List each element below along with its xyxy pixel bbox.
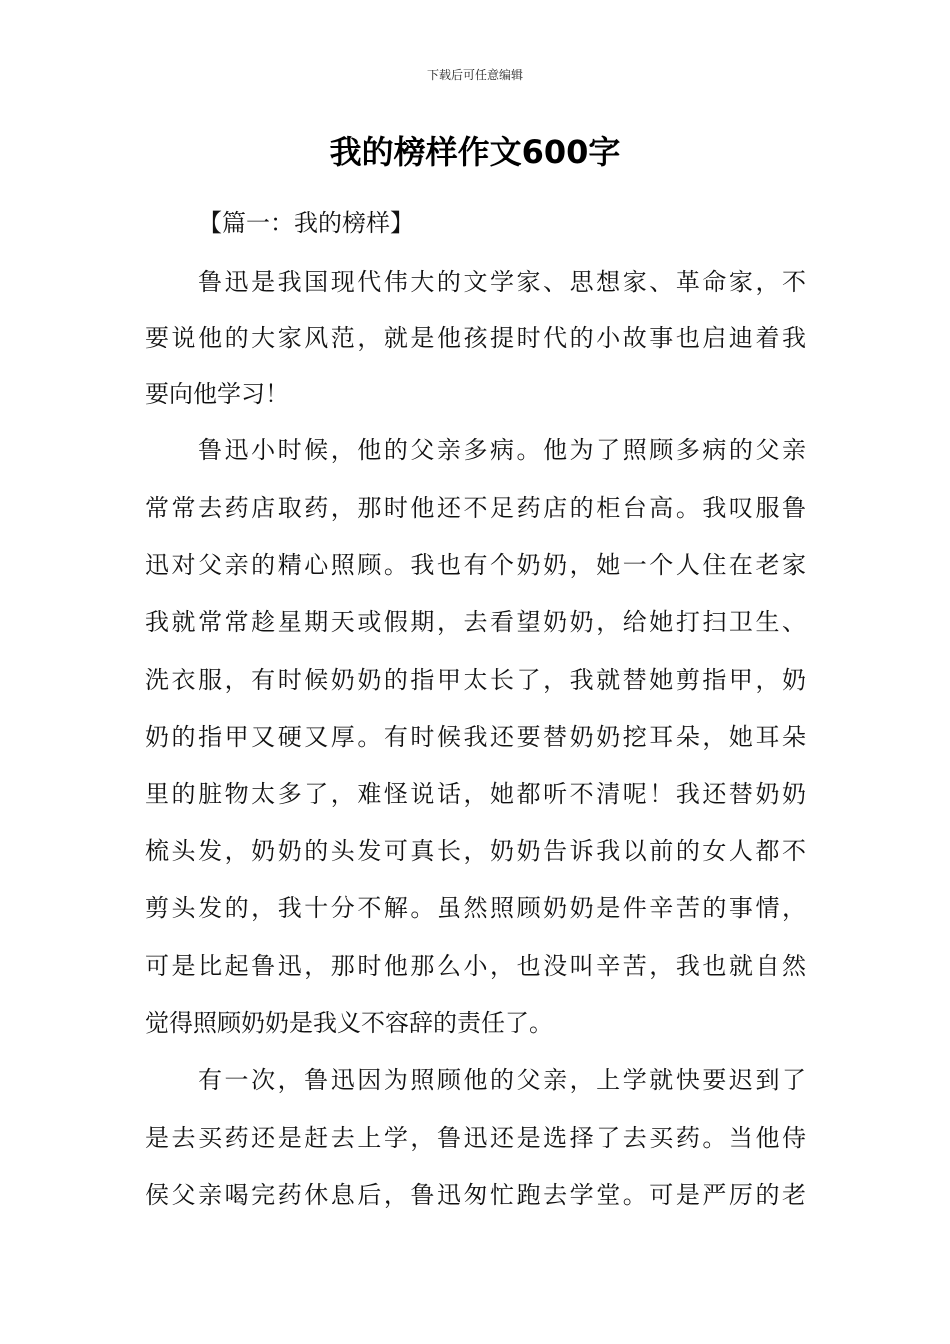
document-title: 我的榜样作文600字 <box>329 133 621 171</box>
paragraph-2-line-6: 奶的指甲又硬又厚。有时候我还要替奶奶挖耳朵，她耳朵 <box>145 723 806 751</box>
paragraph-1-line-2: 要说他的大家风范，就是他孩提时代的小故事也启迪着我 <box>145 324 806 352</box>
paragraph-3-line-3: 侯父亲喝完药休息后，鲁迅匆忙跑去学堂。可是严厉的老 <box>145 1181 806 1209</box>
paragraph-2-line-10: 可是比起鲁迅，那时他那么小，也没叫辛苦，我也就自然 <box>145 952 806 980</box>
paragraph-2-line-5: 洗衣服，有时候奶奶的指甲太长了，我就替她剪指甲，奶 <box>145 666 806 694</box>
paragraph-2-line-9: 剪头发的，我十分不解。虽然照顾奶奶是件辛苦的事情， <box>145 894 806 922</box>
paragraph-2-line-11: 觉得照顾奶奶是我义不容辞的责任了。 <box>145 1009 553 1037</box>
paragraph-2-line-1: 鲁迅小时候，他的父亲多病。他为了照顾多病的父亲 <box>198 436 806 464</box>
paragraph-2-line-7: 里的脏物太多了，难怪说话，她都听不清呢！我还替奶奶 <box>145 780 806 808</box>
paragraph-2-line-4: 我就常常趁星期天或假期，去看望奶奶，给她打扫卫生、 <box>145 608 806 636</box>
paragraph-2-line-2: 常常去药店取药，那时他还不足药店的柜台高。我叹服鲁 <box>145 494 806 522</box>
paragraph-1-line-1: 鲁迅是我国现代伟大的文学家、思想家、革命家，不 <box>198 268 806 296</box>
paragraph-1-line-3: 要向他学习！ <box>145 380 289 408</box>
paragraph-3-line-2: 是去买药还是赶去上学，鲁迅还是选择了去买药。当他侍 <box>145 1124 806 1152</box>
section-heading: 【篇一：我的榜样】 <box>198 209 414 237</box>
header-note: 下载后可任意编辑 <box>426 68 523 82</box>
paragraph-3-line-1: 有一次，鲁迅因为照顾他的父亲，上学就快要迟到了 <box>198 1066 806 1094</box>
paragraph-2-line-3: 迅对父亲的精心照顾。我也有个奶奶，她一个人住在老家 <box>145 551 806 579</box>
paragraph-2-line-8: 梳头发，奶奶的头发可真长，奶奶告诉我以前的女人都不 <box>145 837 806 865</box>
